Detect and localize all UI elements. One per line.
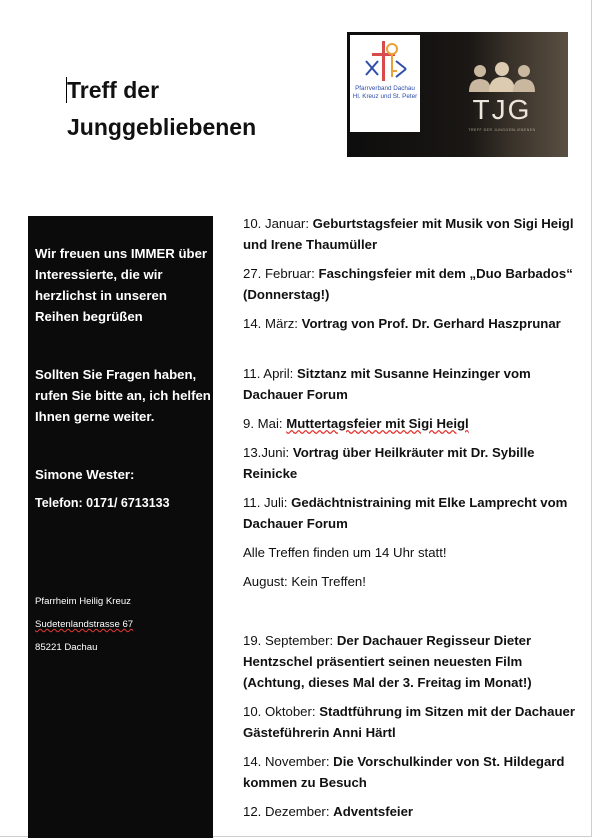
event-item	[243, 801, 583, 822]
info-sidebar	[28, 216, 213, 838]
address-line-2: Sudetenlandstrasse 67	[35, 619, 134, 630]
event-text: Gedächtnistraining mit Elke Lamprecht vom Dachauer Forum	[243, 495, 568, 531]
event-date: 11. Juli:	[243, 495, 288, 510]
logo-banner	[347, 32, 568, 157]
event-item	[243, 313, 583, 334]
event-text: Vortrag über Heilkräuter mit Dr. Sybille Reinicke	[243, 445, 535, 481]
event-item	[243, 751, 583, 793]
pfarrverband-line-2: Hl. Kreuz und St. Peter	[352, 93, 418, 100]
cross-key-icon	[360, 39, 410, 83]
event-text: Adventsfeier	[333, 804, 414, 819]
event-text: Faschingsfeier mit dem „Duo Barbados“ (Donnerstag!)	[243, 266, 573, 302]
sidebar-questions: Sollten Sie Fragen haben, rufen Sie bitte an, ich helfen Ihnen gerne weiter.	[35, 367, 211, 424]
pfarrverband-logo	[350, 35, 420, 132]
title-line-2: Junggebliebenen	[67, 114, 257, 140]
event-item	[243, 213, 583, 255]
event-text: Muttertagsfeier mit Sigi Heigl	[286, 416, 469, 431]
event-text: Stadtführung im Sitzen mit der Dachauer Gästeführerin Anni Härtl	[243, 704, 575, 740]
event-date: 13.Juni:	[243, 445, 290, 460]
event-date: 27. Februar:	[243, 266, 315, 281]
contact-phone: Telefon: 0171/ 6713133	[35, 496, 170, 510]
event-date: 10. Oktober:	[243, 704, 316, 719]
pfarrverband-line-1: Pfarrverband Dachau	[355, 85, 415, 92]
event-date: 14. November:	[243, 754, 330, 769]
event-text: Der Dachauer Regisseur Dieter Hentzschel präsentiert seinen neuesten Film (Achtung, dieses Mal der 3. Freitag im Monat!)	[243, 633, 532, 690]
event-item	[243, 442, 583, 484]
event-item	[243, 701, 583, 743]
event-date: 12. Dezember:	[243, 804, 330, 819]
event-item	[243, 630, 583, 693]
event-text: Geburtstagsfeier mit Musik von Sigi Heigl und Irene Thaumüller	[243, 216, 574, 252]
event-date: 14. März:	[243, 316, 298, 331]
event-item	[243, 413, 583, 434]
event-note-time: Alle Treffen finden um 14 Uhr statt!	[243, 545, 447, 560]
event-date: 19. September:	[243, 633, 334, 648]
event-date: 9. Mai:	[243, 416, 283, 431]
tjg-logo-subtitle: TREFF DER JUNGGEBLIEBENEN	[468, 128, 536, 132]
pfarrverband-text	[350, 85, 420, 101]
event-item	[243, 363, 583, 405]
contact-name: Simone Wester:	[35, 467, 135, 482]
event-item	[243, 263, 583, 305]
tjg-logo-text: TJG	[472, 94, 532, 125]
address-line-3: 85221 Dachau	[35, 642, 98, 653]
event-item	[243, 492, 583, 534]
title-line-1: Treff der	[67, 77, 160, 103]
address-line-1: Pfarrheim Heilig Kreuz	[35, 596, 131, 607]
event-text: Vortrag von Prof. Dr. Gerhard Haszprunar	[301, 316, 561, 331]
event-text: Die Vorschulkinder von St. Hildegard kommen zu Besuch	[243, 754, 565, 790]
event-note-august: August: Kein Treffen!	[243, 574, 366, 589]
event-text: Sitztanz mit Susanne Heinzinger vom Dachauer Forum	[243, 366, 531, 402]
event-date: 11. April:	[243, 366, 294, 381]
event-date: 10. Januar:	[243, 216, 309, 231]
sidebar-intro: Wir freuen uns IMMER über Interessierte, die wir herzlichst in unseren Reihen begrüßen	[35, 246, 208, 324]
page-title	[67, 72, 256, 146]
people-group-icon	[467, 62, 537, 96]
